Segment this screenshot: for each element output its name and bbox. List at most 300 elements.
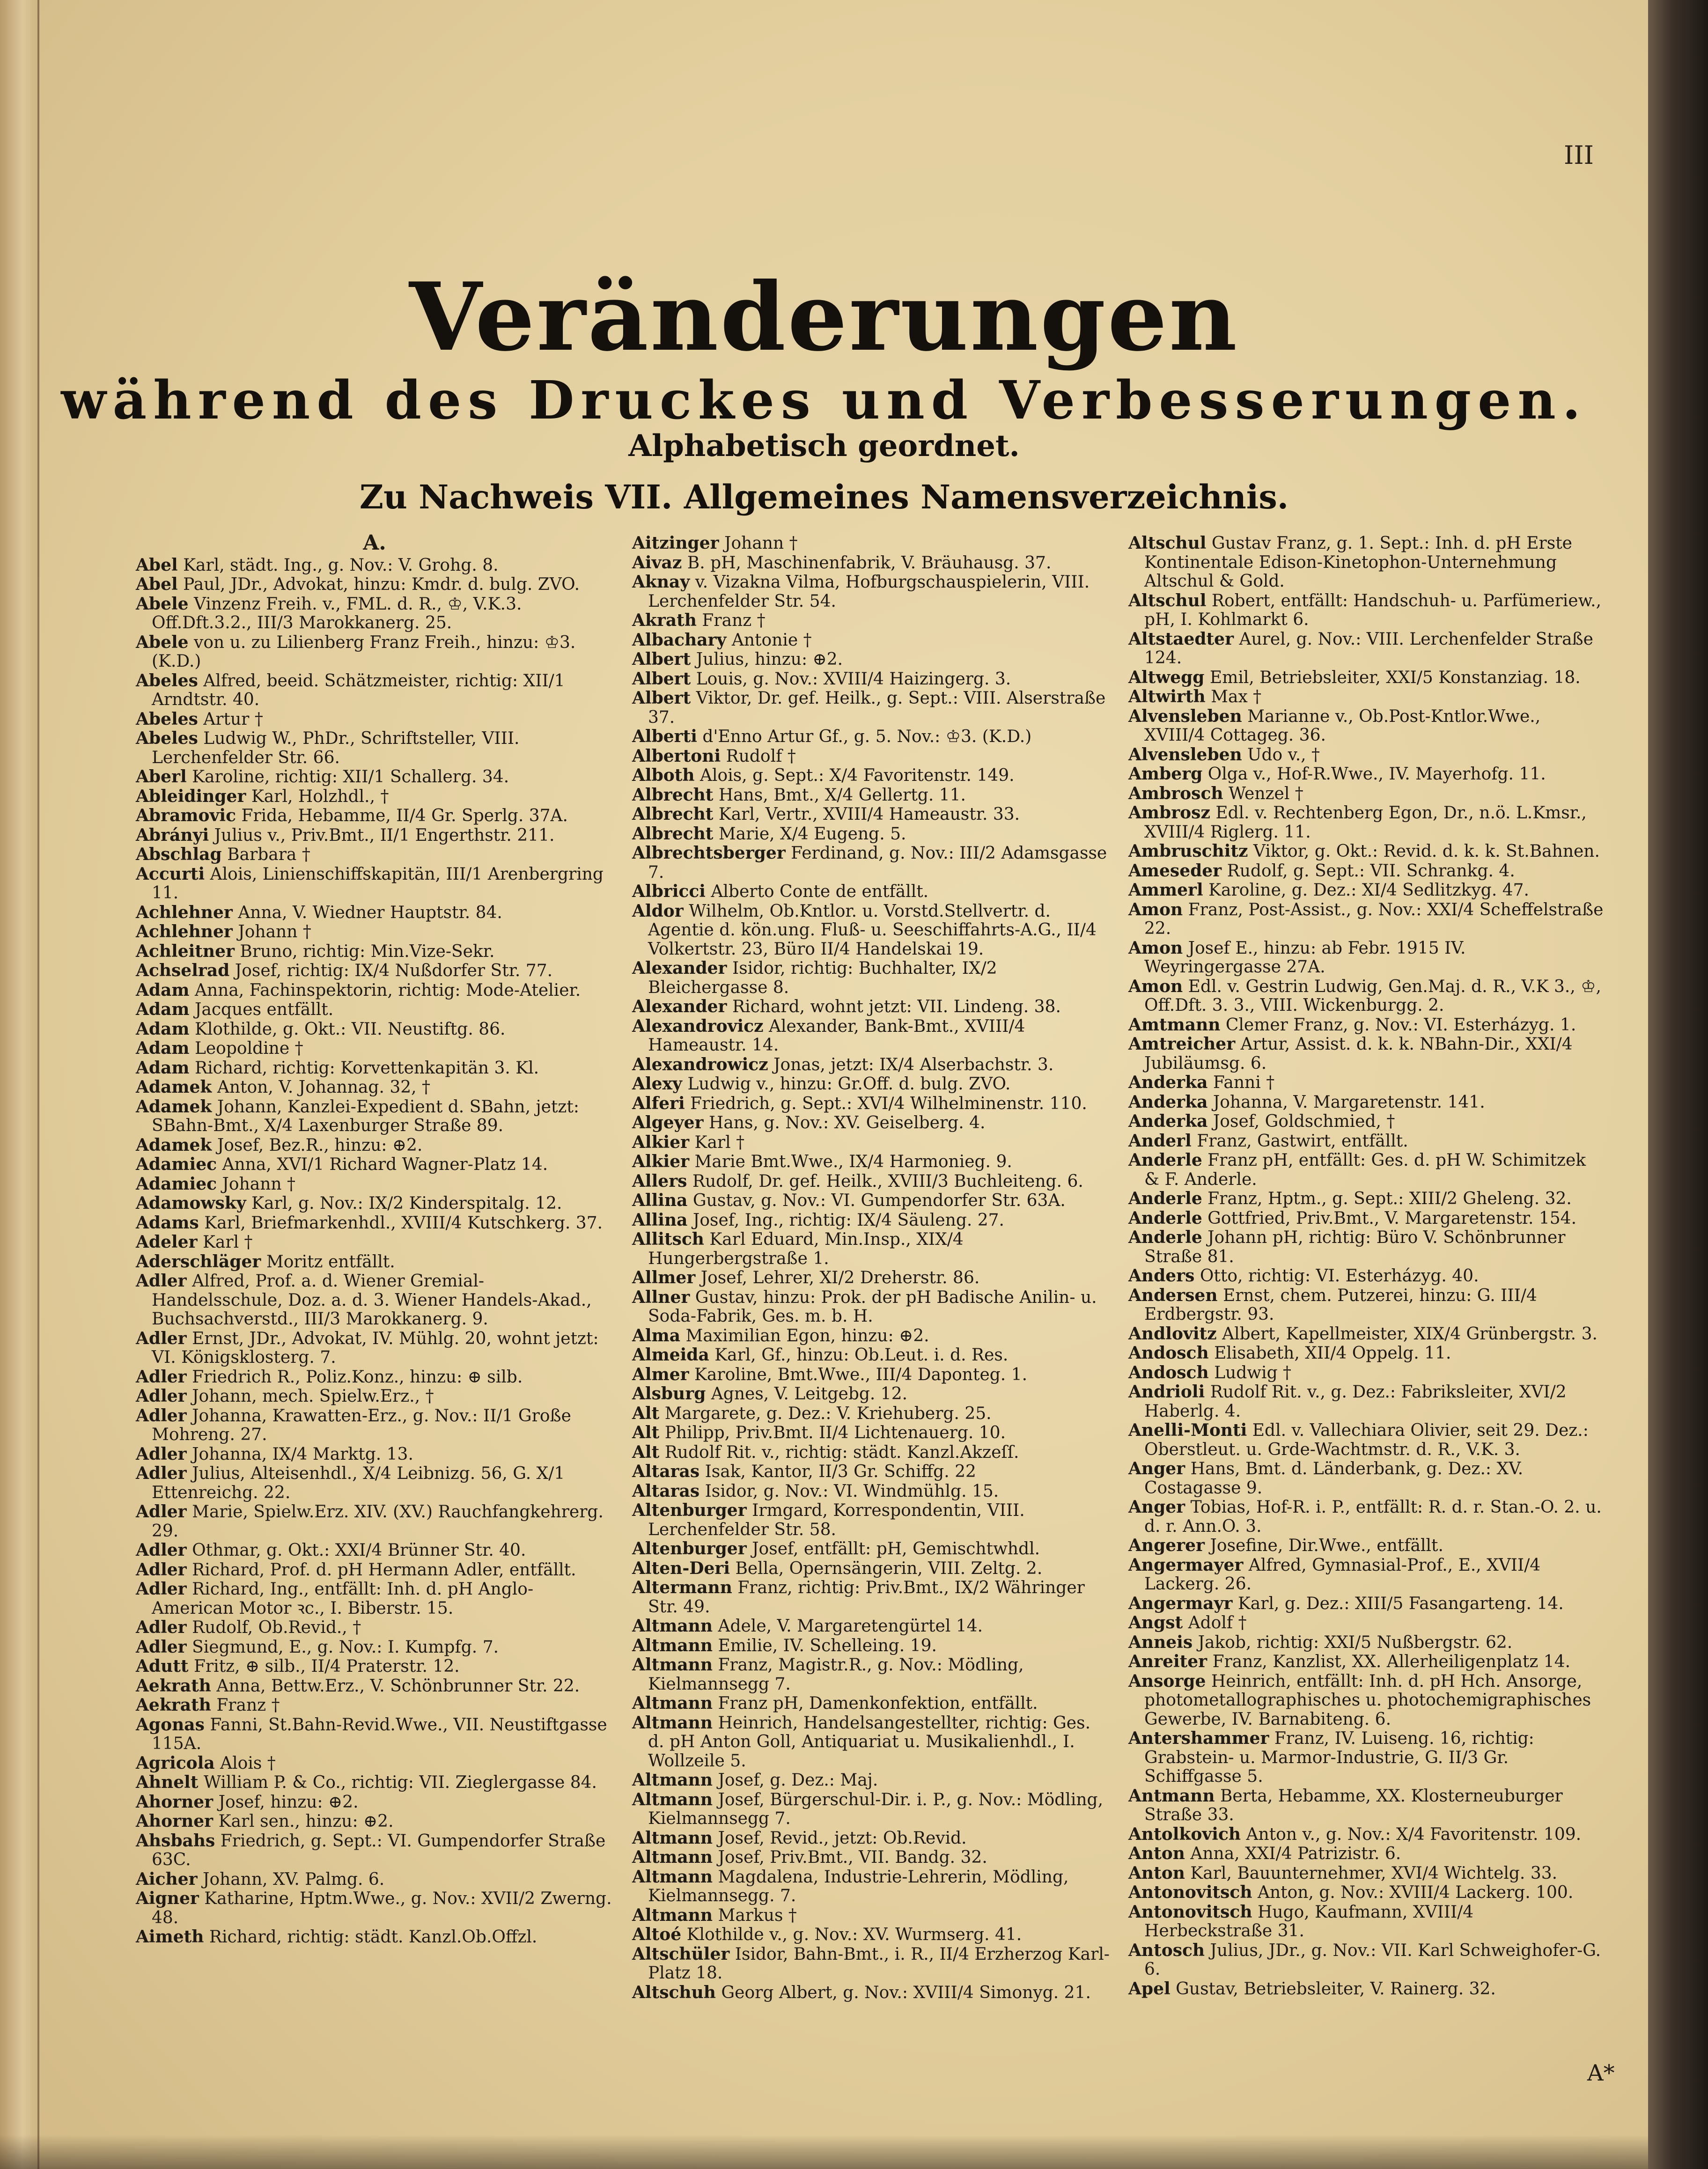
entry-details: Paul, JDr., Advokat, hinzu: Kmdr. d. bulg. ZVO.: [177, 575, 580, 594]
entry-surname: Allner: [632, 1287, 690, 1307]
entry-details: Robert, entfällt: Handschuh- u. Parfümeriew., pH, I. Kohlmarkt 6.: [1144, 591, 1602, 629]
entry-surname: Alexy: [632, 1074, 682, 1094]
entry-surname: Adeler: [136, 1232, 198, 1252]
entry-surname: Amon: [1128, 938, 1183, 958]
directory-entry: [1128, 861, 1606, 881]
entry-details: Anton, g. Nov.: XVIII/4 Lackerg. 100.: [1252, 1883, 1574, 1902]
entry-details: Richard, Ing., entfällt: Inh. d. pH Anglo-American Motor ꝛc., I. Biberstr. 15.: [152, 1580, 534, 1618]
entry-details: Anna, V. Wiedner Hauptstr. 84.: [232, 903, 502, 922]
entry-surname: Anderle: [1128, 1150, 1202, 1170]
entry-details: Edl. v. Rechtenberg Egon, Dr., n.ö. L.Kmsr., XVIII/4 Riglerg. 11.: [1144, 803, 1587, 842]
directory-entry: [136, 903, 613, 923]
entry-surname: Abele: [136, 632, 189, 652]
entry-surname: Aicher: [136, 1869, 198, 1889]
entry-surname: Akrath: [632, 610, 697, 630]
entry-surname: Antonovitsch: [1128, 1882, 1252, 1902]
entry-details: Josef, Goldschmied, †: [1207, 1112, 1395, 1131]
entry-details: Josef E., hinzu: ab Febr. 1915 IV. Weyringergasse 27A.: [1144, 938, 1466, 977]
entry-surname: Aekrath: [136, 1676, 211, 1696]
entry-surname: Anderka: [1128, 1111, 1208, 1131]
entry-details: Ludwig v., hinzu: Gr.Off. d. bulg. ZVO.: [682, 1074, 1011, 1094]
entry-surname: Aknay: [632, 572, 690, 592]
entry-surname: Antosch: [1128, 1940, 1205, 1960]
entry-details: Adolf †: [1183, 1613, 1247, 1632]
entry-surname: Adler: [136, 1559, 187, 1580]
entry-details: Agnes, V. Leitgebg. 12.: [706, 1384, 908, 1404]
entry-details: Klothilde v., g. Nov.: XV. Wurmserg. 41.: [681, 1925, 1022, 1944]
directory-entry: [632, 1462, 1110, 1482]
directory-entry: [1128, 1324, 1606, 1344]
entry-surname: Albrecht: [632, 804, 714, 824]
directory-entry: [632, 650, 1110, 669]
entry-details: Friedrich R., Poliz.Konz., hinzu: ⊕ silb.: [186, 1367, 523, 1387]
entry-surname: Adam: [136, 1019, 190, 1039]
entry-details: Leopoldine †: [189, 1039, 303, 1058]
directory-entry: [1128, 1825, 1606, 1845]
entry-surname: Alkier: [632, 1132, 690, 1152]
entry-surname: Adler: [136, 1405, 187, 1426]
entry-surname: Altschuh: [632, 1982, 716, 2002]
entry-details: Isak, Kantor, II/3 Gr. Schiffg. 22: [699, 1462, 976, 1481]
entry-details: Max †: [1205, 687, 1262, 706]
entry-surname: Albricci: [632, 882, 706, 901]
entry-surname: Altenburger: [632, 1539, 747, 1559]
entry-surname: Adler: [136, 1444, 187, 1464]
entry-details: Josef, Lehrer, XI/2 Dreherstr. 86.: [695, 1268, 980, 1287]
directory-entry: [1128, 630, 1606, 668]
directory-entry: [136, 1580, 613, 1618]
entry-surname: Anderle: [1128, 1208, 1202, 1228]
entry-surname: Antershammer: [1128, 1728, 1269, 1748]
directory-entry: [1128, 1132, 1606, 1151]
entry-details: Fanni †: [1207, 1073, 1275, 1092]
entry-details: Franz †: [211, 1696, 280, 1715]
entry-details: Rudolf, g. Sept.: VII. Schrankg. 4.: [1222, 861, 1515, 881]
arrangement-note: Alphabetisch geordnet.: [628, 428, 1020, 463]
directory-entry: [136, 710, 613, 729]
entry-surname: Alvensleben: [1128, 744, 1242, 765]
directory-entry: [136, 1696, 613, 1715]
entry-details: Johanna, Krawatten-Erz., g. Nov.: II/1 Große Mohreng. 27.: [152, 1406, 571, 1444]
entry-surname: Angermayer: [1128, 1555, 1244, 1575]
directory-entry: [136, 1676, 613, 1696]
directory-entry: [632, 1713, 1110, 1771]
entry-details: Tobias, Hof-R. i. P., entfällt: R. d. r. Stan.-O. 2. u. d. r. Ann.O. 3.: [1144, 1498, 1602, 1536]
entry-surname: Alexandrowicz: [632, 1054, 768, 1074]
entry-surname: Angermayr: [1128, 1593, 1233, 1613]
directory-entry: [632, 1694, 1110, 1713]
directory-entry: [1128, 1112, 1606, 1132]
entry-surname: Anderka: [1128, 1092, 1208, 1112]
entry-details: Marie Bmt.Wwe., IX/4 Harmonieg. 9.: [689, 1152, 1012, 1171]
entry-surname: Ahorner: [136, 1811, 214, 1831]
directory-entry: [632, 1559, 1110, 1579]
entry-surname: Adams: [136, 1213, 199, 1233]
entry-details: Ernst, chem. Putzerei, hinzu: G. III/4 Erdbergstr. 93.: [1144, 1286, 1537, 1324]
entry-details: Johann, Kanzlei-Expedient d. SBahn, jetzt: SBahn-Bmt., X/4 Laxenburger Straße 89.: [152, 1097, 579, 1135]
entry-surname: Adamiec: [136, 1154, 217, 1174]
directory-entry: [136, 1059, 613, 1078]
entry-details: v. Vizakna Vilma, Hofburgschauspielerin, VIII. Lerchenfelder Str. 54.: [648, 573, 1090, 611]
entry-details: Magdalena, Industrie-Lehrerin, Mödling, Kielmannsegg. 7.: [648, 1867, 1069, 1905]
directory-entry: [632, 1191, 1110, 1211]
entry-details: Hugo, Kaufmann, XVIII/4 Herbeckstraße 31.: [1144, 1902, 1474, 1941]
entry-details: Vinzenz Freih. v., FML. d. R., ♔, V.K.3. Off.Dft.3.2., III/3 Marokkanerg. 25.: [152, 594, 522, 632]
entry-surname: Achlehner: [136, 902, 233, 922]
entry-surname: Aivaz: [632, 552, 682, 573]
directory-entry: [1128, 745, 1606, 765]
directory-entry: [1128, 1382, 1606, 1421]
directory-entry: [136, 1368, 613, 1387]
directory-entry: [632, 805, 1110, 824]
entry-details: Alfred, Prof. a. d. Wiener Gremial-Handelsschule, Doz. a. d. 3. Wiener Handels-Akad., Buchsachverstd., III/3 Marokkanerg. 9.: [152, 1272, 592, 1329]
entry-surname: Accurti: [136, 864, 205, 884]
directory-entry: [1128, 803, 1606, 842]
directory-entry: [136, 1233, 613, 1252]
entry-details: Johanna, IX/4 Marktg. 13.: [186, 1444, 413, 1464]
entry-surname: Altaras: [632, 1462, 700, 1481]
directory-entry: [1128, 1209, 1606, 1228]
entry-details: Richard, wohnt jetzt: VII. Lindeng. 38.: [727, 997, 1061, 1016]
entry-details: Siegmund, E., g. Nov.: I. Kumpfg. 7.: [186, 1637, 499, 1657]
directory-entry: [1128, 1093, 1606, 1112]
entry-surname: Abramovic: [136, 806, 236, 825]
entry-surname: Alsburg: [632, 1384, 706, 1404]
directory-entry: [1128, 1459, 1606, 1498]
entry-surname: Algeyer: [632, 1113, 704, 1132]
entry-surname: Albertoni: [632, 746, 721, 766]
directory-entry: [632, 1326, 1110, 1346]
directory-entry: [136, 1252, 613, 1272]
entry-surname: Aimeth: [136, 1927, 204, 1947]
directory-entry: [632, 1346, 1110, 1365]
entry-details: Anna, Bettw.Erz., V. Schönbrunner Str. 22.: [211, 1676, 580, 1696]
entry-surname: Anderka: [1128, 1073, 1208, 1092]
section-letter: A.: [363, 531, 386, 555]
entry-details: Olga v., Hof-R.Wwe., IV. Mayerhofg. 11.: [1202, 765, 1546, 784]
column-3: [1128, 534, 1606, 1999]
entry-surname: Adler: [136, 1540, 187, 1560]
entry-details: Karl, g. Nov.: IX/2 Kinderspitalg. 12.: [246, 1194, 562, 1213]
directory-entry: [136, 845, 613, 865]
directory-entry: [136, 1870, 613, 1890]
entry-surname: Amon: [1128, 899, 1183, 919]
entry-surname: Andersen: [1128, 1285, 1218, 1305]
entry-details: Julius, hinzu: ⊕2.: [691, 650, 843, 669]
directory-entry: [632, 1152, 1110, 1172]
directory-entry: [136, 729, 613, 767]
entry-details: Alois †: [214, 1753, 276, 1773]
entry-details: Jakob, richtig: XXI/5 Nußbergstr. 62.: [1193, 1632, 1513, 1652]
entry-surname: Angst: [1128, 1613, 1183, 1632]
entry-details: Hans, Bmt., X/4 Gellertg. 11.: [713, 785, 966, 805]
entry-details: Karl Eduard, Min.Insp., XIX/4 Hungerbergstraße 1.: [648, 1230, 964, 1268]
entry-surname: Alvensleben: [1128, 706, 1242, 726]
entry-surname: Altwirth: [1128, 687, 1206, 706]
directory-entry: [632, 1906, 1110, 1926]
directory-entry: [1128, 881, 1606, 900]
entry-details: Karoline, Bmt.Wwe., III/4 Daponteg. 1.: [689, 1365, 1028, 1384]
entry-surname: Ahsbahs: [136, 1831, 215, 1851]
entry-surname: Antmann: [1128, 1786, 1215, 1806]
entry-details: Julius, JDr., g. Nov.: VII. Karl Schweighofer-G. 6.: [1144, 1941, 1601, 1979]
entry-surname: Andrioli: [1128, 1382, 1205, 1402]
entry-details: Marie, Spielw.Erz. XIV. (XV.) Rauchfangkehrerg. 29.: [152, 1502, 604, 1541]
entry-surname: Aldor: [632, 901, 684, 921]
directory-entry: [632, 1365, 1110, 1385]
entry-details: Franz, richtig: Priv.Bmt., IX/2 Währinger Str. 49.: [648, 1578, 1085, 1617]
directory-entry: [1128, 534, 1606, 591]
directory-entry: [632, 1074, 1110, 1094]
directory-entry: [136, 942, 613, 962]
entry-details: Isidor, richtig: Buchhalter, IX/2 Bleichergasse 8.: [648, 959, 997, 997]
entry-details: Josef, Ing., richtig: IX/4 Säuleng. 27.: [687, 1210, 1004, 1230]
directory-entry: [136, 1889, 613, 1927]
entry-surname: Amtreicher: [1128, 1034, 1236, 1054]
entry-details: Adele, V. Margaretengürtel 14.: [713, 1617, 983, 1636]
entry-surname: Antonovitsch: [1128, 1902, 1252, 1922]
entry-details: Karl, Vertr., XVIII/4 Hameaustr. 33.: [713, 805, 1020, 824]
directory-entry: [1128, 1363, 1606, 1383]
entry-surname: Ambrosz: [1128, 803, 1210, 823]
entry-details: Isidor, Bahn-Bmt., i. R., II/4 Erzherzog Karl-Platz 18.: [648, 1944, 1110, 1983]
entry-surname: Allmer: [632, 1268, 696, 1287]
directory-entry: [632, 766, 1110, 786]
directory-entry: [136, 1406, 613, 1445]
entry-surname: Adler: [136, 1367, 187, 1387]
directory-entry: [1128, 1652, 1606, 1672]
directory-entry: [136, 1464, 613, 1502]
directory-entry: [632, 1945, 1110, 1983]
entry-details: Rudolf Rit. v., richtig: städt. Kanzl.Akzeſſ.: [659, 1442, 1019, 1462]
entry-details: Franz, Magistr.R., g. Nov.: Mödling, Kielmannsegg 7.: [648, 1655, 1024, 1694]
entry-surname: Alkier: [632, 1152, 690, 1171]
entry-surname: Anton: [1128, 1863, 1185, 1883]
directory-entry: [1128, 1073, 1606, 1093]
entry-details: Rudolf Rit. v., g. Dez.: Fabriksleiter, XVI/2 Haberlg. 4.: [1144, 1382, 1567, 1421]
entry-details: Edl. v. Gestrin Ludwig, Gen.Maj. d. R., V.K 3., ♔, Off.Dft. 3. 3., VIII. Wickenburgg. 2.: [1144, 977, 1601, 1015]
entry-details: Wenzel †: [1223, 784, 1303, 803]
entry-surname: Adamek: [136, 1135, 212, 1155]
entry-surname: Aderschläger: [136, 1251, 261, 1272]
directory-entry: [632, 1790, 1110, 1829]
directory-entry: [136, 671, 613, 710]
entry-surname: Adam: [136, 1058, 190, 1078]
entry-details: Edl. v. Vallechiara Olivier, seit 29. Dez.: Oberstleut. u. Grde-Wachtmstr. d. R., V.K. 3.: [1144, 1421, 1589, 1459]
directory-entry: [136, 1097, 613, 1136]
directory-entry: [136, 1020, 613, 1039]
entry-surname: Anger: [1128, 1497, 1185, 1517]
entry-details: Franz pH, entfällt: Ges. d. pH W. Schimitzek & F. Anderle.: [1144, 1151, 1586, 1189]
entry-details: d'Enno Artur Gf., g. 5. Nov.: ♔3. (K.D.): [697, 727, 1032, 746]
entry-surname: Altschul: [1128, 590, 1207, 610]
entry-surname: Abel: [136, 574, 178, 594]
directory-entry: [632, 1423, 1110, 1443]
entry-surname: Alt: [632, 1403, 660, 1423]
directory-entry: [1128, 900, 1606, 939]
entry-surname: Altmann: [632, 1789, 713, 1809]
entry-surname: Adam: [136, 1038, 190, 1058]
entry-details: Alfred, beeid. Schätzmeister, richtig: XII/1 Arndtstr. 40.: [152, 671, 565, 709]
directory-entry: [136, 1000, 613, 1020]
directory-entry: [1128, 687, 1606, 707]
entry-surname: Alexander: [632, 958, 727, 978]
directory-entry: [136, 1078, 613, 1097]
directory-entry: [1128, 591, 1606, 630]
entry-details: Markus †: [713, 1905, 797, 1925]
directory-entry: [136, 556, 613, 575]
directory-entry: [136, 1773, 613, 1793]
entry-surname: Adler: [136, 1386, 187, 1406]
directory-entry: [1128, 1979, 1606, 1999]
directory-entry: [632, 1113, 1110, 1133]
entry-surname: Altschul: [1128, 533, 1207, 553]
directory-entry: [632, 1443, 1110, 1463]
directory-entry: [136, 1155, 613, 1175]
directory-entry: [136, 1272, 613, 1329]
entry-surname: Agonas: [136, 1714, 205, 1735]
entry-surname: Aberl: [136, 767, 187, 787]
directory-entry: [136, 767, 613, 787]
entry-details: Karoline, g. Dez.: XI/4 Sedlitzkyg. 47.: [1203, 881, 1529, 900]
directory-entry: [136, 1541, 613, 1560]
entry-surname: Anger: [1128, 1459, 1185, 1478]
entry-details: Elisabeth, XII/4 Oppelg. 11.: [1208, 1344, 1451, 1363]
entry-surname: Ahnelt: [136, 1772, 199, 1792]
entry-details: Franz, Post-Assist., g. Nov.: XXI/4 Scheffelstraße 22.: [1144, 900, 1604, 938]
directory-entry: [136, 1812, 613, 1831]
directory-entry: [136, 806, 613, 826]
entry-surname: Anneis: [1128, 1632, 1193, 1652]
entry-surname: Amberg: [1128, 764, 1203, 784]
entry-surname: Alt: [632, 1423, 660, 1442]
entry-surname: Aigner: [136, 1889, 199, 1908]
entry-details: Gustav, hinzu: Prok. der pH Badische Anilin- u. Soda-Fabrik, Ges. m. b. H.: [648, 1287, 1097, 1326]
entry-surname: Albrecht: [632, 785, 714, 805]
entry-surname: Allers: [632, 1171, 687, 1191]
entry-details: Josef, Priv.Bmt., VII. Bandg. 32.: [713, 1848, 987, 1867]
book-spine-edge: [1648, 0, 1708, 2169]
directory-entry: [632, 1848, 1110, 1868]
directory-entry: [136, 1502, 613, 1541]
entry-details: Josef, entfällt: pH, Gemischtwhdl.: [746, 1539, 1040, 1559]
directory-entry: [632, 1133, 1110, 1153]
directory-entry: [632, 1925, 1110, 1945]
directory-entry: [1128, 1844, 1606, 1864]
entry-surname: Altermann: [632, 1578, 732, 1597]
entry-surname: Alexander: [632, 997, 727, 1016]
directory-entry: [136, 981, 613, 1000]
entry-details: Johanna, V. Margaretenstr. 141.: [1207, 1092, 1485, 1112]
entry-surname: Alten-Deri: [632, 1558, 730, 1578]
entry-surname: Albert: [632, 649, 691, 669]
entry-details: Viktor, Dr. gef. Heilk., g. Sept.: VIII. Alserstraße 37.: [648, 689, 1106, 727]
entry-surname: Adler: [136, 1579, 187, 1599]
entry-details: Albert, Kapellmeister, XIX/4 Grünbergstr. 3.: [1216, 1324, 1598, 1344]
directory-entry: [632, 1868, 1110, 1906]
entry-surname: Adamiec: [136, 1174, 217, 1194]
entry-surname: Ahorner: [136, 1792, 214, 1812]
directory-entry: [632, 1655, 1110, 1694]
directory-entry: [1128, 784, 1606, 804]
page-number: III: [1564, 140, 1594, 170]
entry-details: Otto, richtig: VI. Esterházyg. 40.: [1194, 1266, 1479, 1286]
directory-entry: [632, 1094, 1110, 1114]
entry-surname: Altoé: [632, 1925, 682, 1944]
directory-entry: [1128, 1864, 1606, 1883]
directory-entry: [1128, 1228, 1606, 1266]
entry-surname: Albrecht: [632, 823, 714, 844]
entry-surname: Alma: [632, 1325, 681, 1346]
entry-surname: Altmann: [632, 1828, 713, 1848]
entry-surname: Abele: [136, 594, 189, 614]
entry-details: Karl, Holzhdl., †: [246, 787, 389, 806]
directory-entry: [1128, 1536, 1606, 1556]
entry-details: Franz, IV. Luiseng. 16, richtig: Grabstein- u. Marmor-Industrie, G. II/3 Gr. Schiffgasse 5.: [1144, 1729, 1534, 1786]
directory-entry: [136, 1638, 613, 1657]
directory-entry: [136, 1715, 613, 1754]
entry-details: Johann, mech. Spielw.Erz., †: [186, 1387, 434, 1406]
entry-surname: Alberti: [632, 727, 697, 746]
directory-entry: [136, 595, 613, 633]
entry-surname: Adamek: [136, 1077, 212, 1097]
entry-surname: Amon: [1128, 976, 1183, 996]
directory-entry: [136, 1329, 613, 1368]
entry-details: Johann †: [232, 922, 311, 941]
entry-surname: Ableidinger: [136, 786, 246, 806]
entry-details: Franz, Kanzlist, XX. Allerheiligenplatz 14.: [1207, 1652, 1571, 1671]
directory-entry: [632, 727, 1110, 747]
entry-details: Emilie, IV. Schelleing. 19.: [713, 1636, 937, 1655]
entry-details: Heinrich, entfällt: Inh. d. pH Hch. Ansorge, photometallographisches u. photochemigraphisches Gewerbe, IV. Barnabiteng. 6.: [1144, 1671, 1591, 1729]
entry-details: Barbara †: [221, 845, 310, 864]
directory-entry: [632, 1211, 1110, 1230]
entry-details: Ernst, JDr., Advokat, IV. Mühlg. 20, wohnt jetzt: VI. Königsklosterg. 7.: [152, 1329, 599, 1367]
directory-entry: [136, 1754, 613, 1773]
entry-details: Karl, Briefmarkenhdl., XVIII/4 Kutschkerg. 37.: [199, 1213, 603, 1233]
entry-details: William P. & Co., richtig: VII. Zieglergasse 84.: [198, 1773, 597, 1792]
entry-surname: Adler: [136, 1463, 187, 1483]
directory-entry: [632, 611, 1110, 631]
entry-surname: Allitsch: [632, 1229, 704, 1249]
directory-entry: [632, 1482, 1110, 1501]
entry-details: Anton v., g. Nov.: X/4 Favoritenstr. 109.: [1241, 1824, 1582, 1844]
entry-details: Rudolf, Ob.Revid., †: [186, 1618, 361, 1637]
entry-surname: Ammerl: [1128, 880, 1203, 900]
directory-entry: [136, 1387, 613, 1406]
directory-entry: [1128, 1286, 1606, 1324]
directory-entry: [632, 1288, 1110, 1326]
entry-details: B. pH, Maschinenfabrik, V. Bräuhausg. 37.: [682, 553, 1052, 573]
entry-details: Viktor, g. Okt.: Revid. d. k. k. St.Bahnen.: [1248, 842, 1600, 861]
entry-surname: Anderle: [1128, 1189, 1202, 1208]
entry-details: Josef, hinzu: ⊕2.: [213, 1792, 359, 1812]
entry-surname: Albert: [632, 669, 691, 689]
entry-details: Alfred, Gymnasial-Prof., E., XVII/4 Lackerg. 26.: [1144, 1555, 1541, 1594]
signature-mark: A*: [1587, 2060, 1615, 2086]
directory-entry: [632, 534, 1110, 553]
directory-entry: [632, 1829, 1110, 1848]
directory-entry: [136, 1560, 613, 1580]
directory-entry: [1128, 977, 1606, 1015]
entry-details: Heinrich, Handelsangestellter, richtig: Ges. d. pH Anton Goll, Antiquariat u. Musikalienhdl., I. Wollzeile 5.: [648, 1713, 1091, 1771]
entry-surname: Adler: [136, 1271, 187, 1291]
entry-details: Hans, g. Nov.: XV. Geiselberg. 4.: [703, 1113, 986, 1132]
entry-details: Marie, X/4 Eugeng. 5.: [713, 824, 906, 844]
entry-details: Johann, XV. Palmg. 6.: [197, 1869, 385, 1889]
entry-surname: Anders: [1128, 1266, 1195, 1286]
entry-details: Gottfried, Priv.Bmt., V. Margaretenstr. 154.: [1202, 1208, 1577, 1228]
